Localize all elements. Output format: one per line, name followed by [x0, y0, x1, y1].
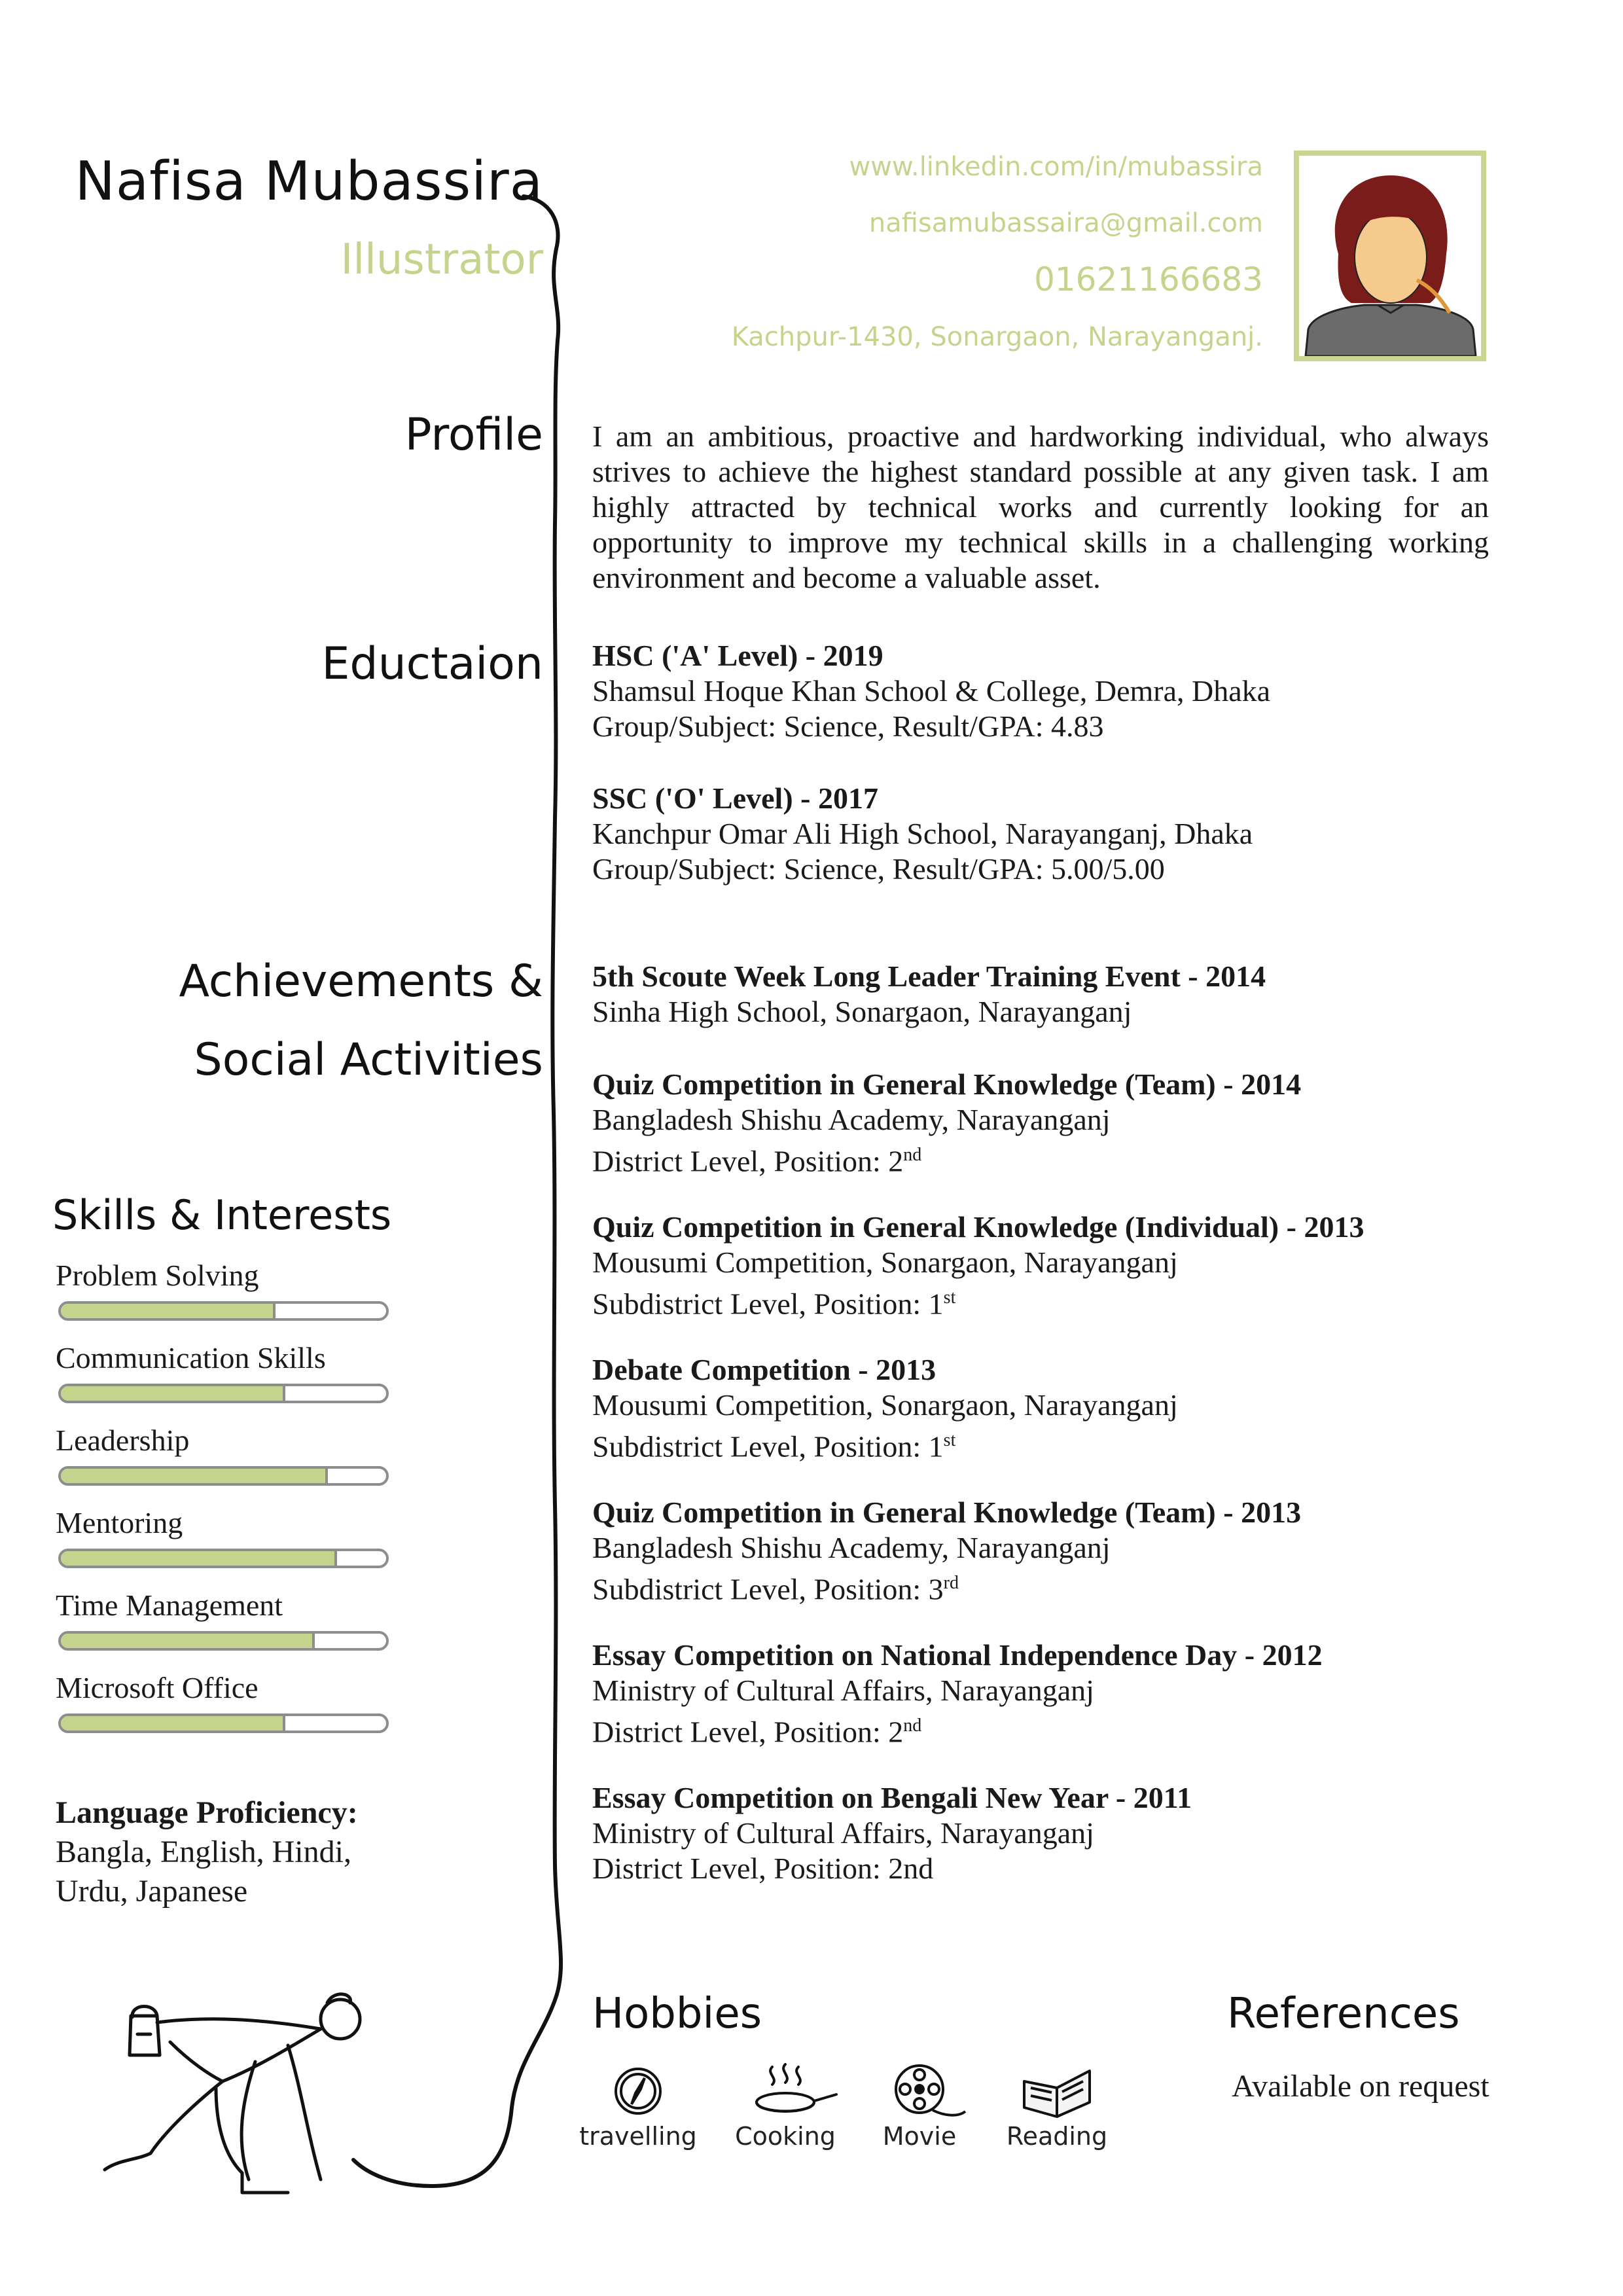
- education-section-title: Eductaion: [321, 638, 543, 690]
- skill-label: Microsoft Office: [56, 1671, 259, 1704]
- skill-label: Communication Skills: [56, 1341, 326, 1374]
- skill-item: [56, 1340, 396, 1403]
- education-title: HSC ('A' Level) - 2019: [592, 639, 883, 672]
- skill-item: [56, 1588, 396, 1651]
- skill-bar-fill: [61, 1634, 315, 1648]
- hobby-item-travelling: [579, 2062, 697, 2151]
- cooking-pan-icon: [726, 2062, 844, 2121]
- achievement-position: [592, 1566, 1489, 1607]
- skill-bar: [58, 1384, 389, 1403]
- hobby-label: Cooking: [735, 2122, 836, 2151]
- skill-bar-fill: [61, 1551, 337, 1566]
- skill-bar: [58, 1301, 389, 1321]
- education-school: Kanchpur Omar Ali High School, Narayanganj, Dhaka: [592, 817, 1253, 850]
- skill-bar-fill: [61, 1386, 285, 1401]
- skill-bar-fill: [61, 1469, 328, 1483]
- hobbies-section-title: Hobbies: [592, 1990, 762, 2038]
- candidate-role: Illustrator: [340, 236, 543, 284]
- achievement-position-text: District Level, Position: 2: [592, 1144, 904, 1178]
- achievement-org: Mousumi Competition, Sonargaon, Narayanganj: [592, 1246, 1178, 1279]
- skill-item: [56, 1505, 396, 1568]
- achievement-position: [592, 1708, 1489, 1749]
- achievement-title: Quiz Competition in General Knowledge (Team) - 2014: [592, 1067, 1302, 1101]
- skill-label: Mentoring: [56, 1506, 183, 1539]
- language-list-line1: Bangla, English, Hindi,: [56, 1835, 351, 1869]
- achievement-position-suffix: nd: [903, 1145, 922, 1165]
- achievement-entry: [592, 1210, 1489, 1321]
- achievement-position: [592, 1423, 1489, 1464]
- hobby-label: Movie: [882, 2122, 957, 2151]
- achievement-position: [592, 1280, 1489, 1321]
- hobby-item-movie: [861, 2062, 978, 2151]
- profile-text: I am an ambitious, proactive and hardworking individual, who always strives to achieve the highest standard possible at any given task. I am highly attracted by technical works and currently looking for an opportunity to improve my technical skills in a challenging working environment and become a valuable asset.: [592, 420, 1489, 594]
- achievement-position-text: Subdistrict Level, Position: 1: [592, 1429, 944, 1463]
- hobby-label: Reading: [1006, 2122, 1108, 2151]
- skill-bar: [58, 1466, 389, 1486]
- email-link[interactable]: nafisamubassaira@gmail.com: [868, 208, 1263, 238]
- education-entry: [592, 638, 1489, 744]
- skill-bar: [58, 1549, 389, 1568]
- candidate-name: Nafisa Mubassira: [75, 151, 543, 213]
- achievement-entry: [592, 1352, 1489, 1464]
- achievement-title: Quiz Competition in General Knowledge (Team) - 2013: [592, 1496, 1302, 1529]
- open-book-icon: [998, 2062, 1116, 2121]
- achievement-org: Sinha High School, Sonargaon, Narayanganj: [592, 995, 1132, 1028]
- achievement-position-suffix: nd: [903, 1715, 922, 1736]
- skill-bar-fill: [61, 1304, 276, 1318]
- achievement-entry: [592, 1780, 1489, 1886]
- achievement-entry: [592, 1495, 1489, 1607]
- education-entry: [592, 781, 1489, 887]
- achievement-entry: [592, 959, 1489, 1030]
- achievements-section-title-line2: Social Activities: [194, 1034, 543, 1086]
- education-result: Group/Subject: Science, Result/GPA: 5.00/5.00: [592, 852, 1165, 886]
- achievement-org: Bangladesh Shishu Academy, Narayanganj: [592, 1103, 1111, 1136]
- achievement-title: Debate Competition - 2013: [592, 1353, 936, 1386]
- references-text: Available on request: [1232, 2069, 1489, 2104]
- achievements-section-title-line1: Achievements &: [179, 956, 543, 1007]
- achievement-position-suffix: st: [943, 1287, 956, 1308]
- skill-label: Problem Solving: [56, 1259, 259, 1292]
- profile-photo: [1294, 151, 1486, 361]
- hobby-item-reading: [998, 2062, 1116, 2151]
- avatar-illustration-icon: [1299, 156, 1481, 356]
- language-list-line2: Urdu, Japanese: [56, 1874, 248, 1909]
- language-title: Language Proficiency:: [56, 1795, 358, 1830]
- compass-icon: [579, 2062, 697, 2121]
- profile-section-title: Profile: [404, 409, 543, 461]
- achievement-title: 5th Scoute Week Long Leader Training Event - 2014: [592, 960, 1266, 993]
- achievement-position-suffix: st: [943, 1430, 956, 1450]
- education-school: Shamsul Hoque Khan School & College, Demra, Dhaka: [592, 674, 1271, 708]
- skill-bar-fill: [61, 1716, 285, 1731]
- education-result: Group/Subject: Science, Result/GPA: 4.83: [592, 709, 1104, 743]
- achievement-position-text: Subdistrict Level, Position: 1: [592, 1287, 944, 1321]
- achievement-position: [592, 1138, 1489, 1179]
- achievement-org: Ministry of Cultural Affairs, Narayanganj: [592, 1816, 1094, 1850]
- achievement-entry: [592, 1638, 1489, 1749]
- skill-bar: [58, 1713, 389, 1733]
- skill-label: Time Management: [56, 1588, 283, 1622]
- references-section-title: References: [1227, 1990, 1460, 2038]
- skill-bar: [58, 1631, 389, 1651]
- skill-label: Leadership: [56, 1424, 190, 1457]
- hobby-label: travelling: [579, 2122, 697, 2151]
- achievement-position: District Level, Position: 2nd: [592, 1852, 934, 1885]
- achievement-org: Bangladesh Shishu Academy, Narayanganj: [592, 1531, 1111, 1564]
- skill-item: [56, 1423, 396, 1486]
- skills-section-title: Skills & Interests: [52, 1191, 392, 1239]
- achievement-title: Quiz Competition in General Knowledge (Individual) - 2013: [592, 1210, 1364, 1244]
- language-proficiency: [56, 1793, 422, 1911]
- achievement-position-suffix: rd: [943, 1573, 959, 1593]
- achievement-title: Essay Competition on Bengali New Year - 2011: [592, 1781, 1192, 1814]
- achievement-position-text: District Level, Position: 2: [592, 1715, 904, 1749]
- hobby-item-cooking: [726, 2062, 844, 2151]
- address: Kachpur-1430, Sonargaon, Narayanganj.: [731, 322, 1263, 352]
- climber-illustration: [92, 1983, 393, 2219]
- achievement-entry: [592, 1067, 1489, 1179]
- achievement-org: Mousumi Competition, Sonargaon, Narayanganj: [592, 1388, 1178, 1422]
- linkedin-link[interactable]: www.linkedin.com/in/mubassira: [849, 152, 1263, 182]
- education-title: SSC ('O' Level) - 2017: [592, 781, 878, 815]
- phone-number: 01621166683: [1034, 260, 1263, 298]
- film-reel-icon: [861, 2062, 978, 2121]
- achievement-org: Ministry of Cultural Affairs, Narayanganj: [592, 1674, 1094, 1707]
- achievement-position-text: Subdistrict Level, Position: 3: [592, 1572, 944, 1606]
- achievement-title: Essay Competition on National Independence Day - 2012: [592, 1638, 1323, 1672]
- skill-item: [56, 1670, 396, 1733]
- skill-item: [56, 1258, 396, 1321]
